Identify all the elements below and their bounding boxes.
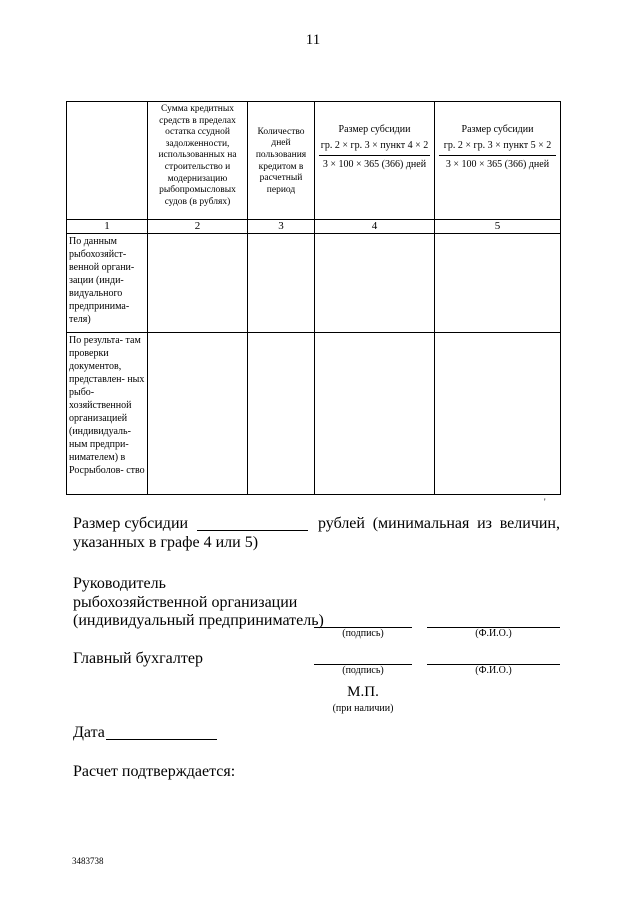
tick-mark: ' (544, 497, 546, 507)
header-subsidy-point4 (315, 102, 435, 220)
page-number: 11 (305, 32, 321, 48)
table-cell[interactable] (315, 234, 435, 333)
date-line[interactable] (106, 739, 217, 740)
subsidy-amount-line[interactable] (197, 530, 308, 531)
header-credit-amount: Сумма кредитных средств в пределах остатка ссудной задолженности, использованных на строительство и модернизацию рыбопромысловых судов (в рублях) (148, 102, 248, 220)
subsidy-calculation-table (66, 101, 561, 495)
table-cell[interactable] (315, 333, 435, 495)
subsidy-title-4: Размер субсидии (338, 124, 411, 135)
accountant-name-caption: (Ф.И.О.) (475, 665, 512, 676)
column-number: 5 (435, 220, 561, 234)
seal-label: М.П. (347, 684, 379, 700)
column-number: 2 (148, 220, 248, 234)
accountant-signature-caption: (подпись) (342, 665, 384, 676)
formula-denominator-5: 3 × 100 × 365 (366) дней (445, 159, 550, 171)
column-number: 3 (248, 220, 315, 234)
subsidy-size-label: Размер субсидии (73, 515, 189, 532)
formula-numerator-5: гр. 2 × гр. 3 × пункт 5 × 2 (439, 140, 556, 157)
column-number: 1 (67, 220, 148, 234)
head-title-line2: рыбохозяйственной организации (73, 594, 298, 611)
document-code: 3483738 (72, 856, 104, 866)
subsidy-unit-text: рублей (минимальная из величин, (318, 515, 560, 532)
formula-numerator-4: гр. 2 × гр. 3 × пункт 4 × 2 (319, 140, 430, 157)
header-cell-empty (67, 102, 148, 220)
table-cell[interactable] (248, 234, 315, 333)
table-cell[interactable] (148, 333, 248, 495)
subsidy-title-5: Размер субсидии (461, 124, 534, 135)
date-label: Дата (73, 724, 105, 741)
seal-note: (при наличии) (332, 703, 394, 714)
header-days: Количество дней пользования кредитом в расчетный период (248, 102, 315, 220)
header-subsidy-point5 (435, 102, 561, 220)
head-title-line1: Руководитель (73, 575, 166, 592)
table-cell[interactable] (435, 333, 561, 495)
table-row (67, 333, 561, 495)
subsidy-continuation-text: указанных в графе 4 или 5) (73, 534, 259, 551)
table-cell[interactable] (148, 234, 248, 333)
row-label-rosrybolovstvo-check: По результа- там проверки документов, представлен- ных рыбо- хозяйственной организацией (индивидуаль- ным предпри- нимателем) в Росрыболов- ство (67, 333, 148, 495)
column-number: 4 (315, 220, 435, 234)
calculation-confirmed-text: Расчет подтверждается: (73, 763, 236, 780)
chief-accountant-label: Главный бухгалтер (73, 650, 203, 667)
table-cell[interactable] (435, 234, 561, 333)
table-row (67, 234, 561, 333)
head-name-caption: (Ф.И.О.) (475, 628, 512, 639)
head-signature-caption: (подпись) (342, 628, 384, 639)
table-cell[interactable] (248, 333, 315, 495)
table-header-row (67, 102, 561, 220)
column-number-row (67, 220, 561, 234)
formula-denominator-4: 3 × 100 × 365 (366) дней (322, 159, 427, 171)
head-title-line3: (индивидуальный предприниматель) (73, 612, 324, 629)
row-label-organization-data: По данным рыбохозяйст- венной органи- зации (инди- видуального предпринима- теля) (67, 234, 148, 333)
